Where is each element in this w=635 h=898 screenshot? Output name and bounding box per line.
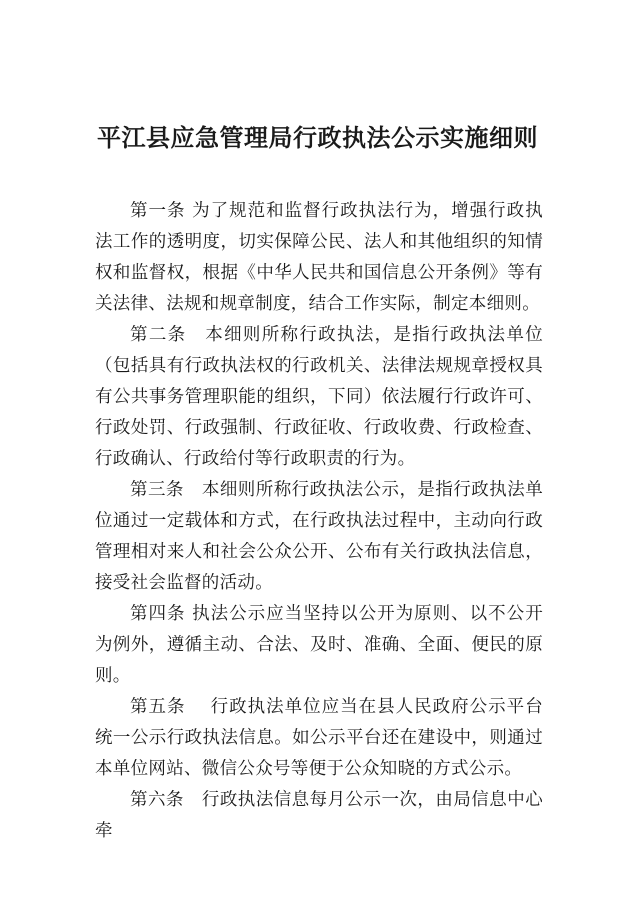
document-body xyxy=(95,196,543,847)
article-6: 第六条 行政执法信息每月公示一次，由局信息中心牵 xyxy=(95,790,543,841)
article-5: 第五条 行政执法单位应当在县人民政府公示平台统一公示行政执法信息。如公示平台还在建设中，则通过本单位网站、微信公众号等便于公众知晓的方式公示。 xyxy=(95,697,543,779)
article-3: 第三条 本细则所称行政执法公示，是指行政执法单位通过一定载体和方式，在行政执法过程中，主动向行政管理相对来人和社会公众公开、公布有关行政执法信息，接受社会监督的活动。 xyxy=(95,480,543,593)
document-title: 平江县应急管理局行政执法公示实施细则 xyxy=(97,123,538,152)
article-4: 第四条 执法公示应当坚持以公开为原则、以不公开为例外，遵循主动、合法、及时、准确、全面、便民的原则。 xyxy=(95,604,543,686)
article-2: 第二条 本细则所称行政执法，是指行政执法单位（包括具有行政执法权的行政机关、法律法规规章授权具有公共事务管理职能的组织，下同）依法履行行政许可、行政处罚、行政强制、行政征收、行政收费、行政检查、行政确认、行政给付等行政职责的行为。 xyxy=(95,325,543,469)
article-1: 第一条 为了规范和监督行政执法行为，增强行政执法工作的透明度，切实保障公民、法人和其他组织的知情权和监督权，根据《中华人民共和国信息公开条例》等有关法律、法规和规章制度，结合工作实际，制定本细则。 xyxy=(95,201,543,314)
